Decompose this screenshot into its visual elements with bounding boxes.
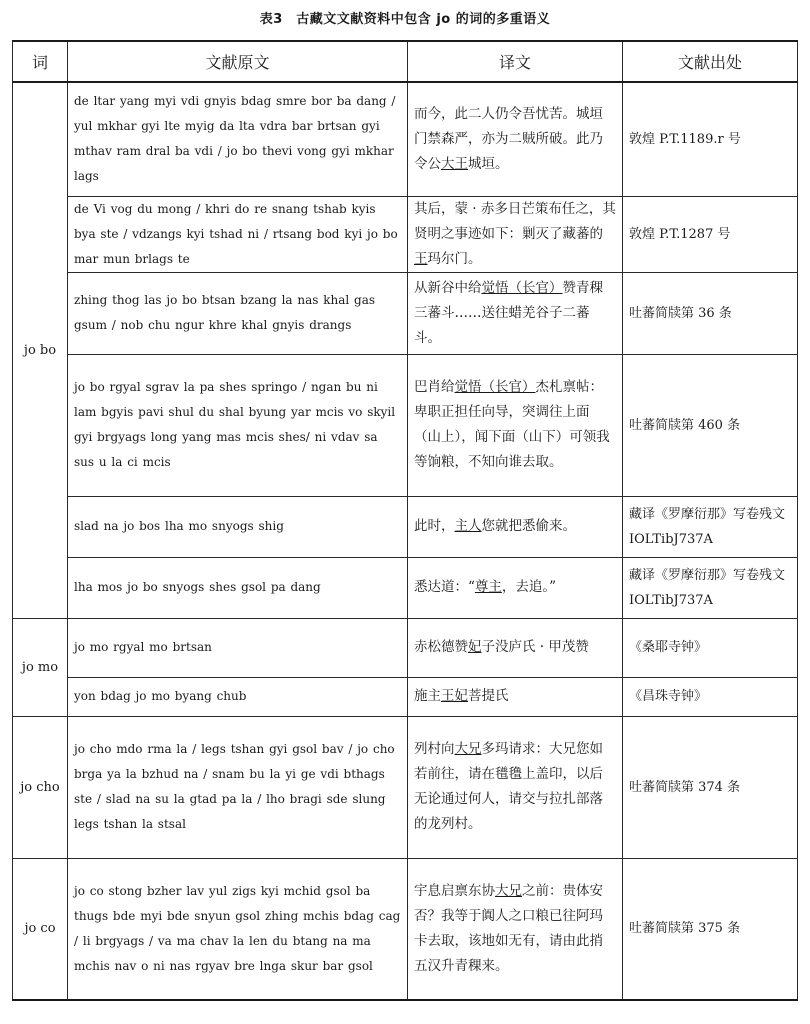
lexicon-table [12, 40, 798, 1001]
highlighted-term: 主人 [454, 518, 482, 534]
translation-text: 此时， [414, 518, 455, 534]
source-cell: 敦煌 P.T.1287 号 [623, 196, 798, 272]
translation-cell [408, 557, 623, 618]
highlighted-term: 觉悟（长官） [481, 279, 563, 296]
original-text-cell: yon bdag jo mo byang chub [68, 677, 408, 716]
translation-text: 从新谷中给 [414, 279, 482, 296]
translation-text: 之前：贵体安否？我等于阗人之口粮已往阿玛卡去取，该地如无有，请由此捎五汉升青稞来。 [414, 882, 603, 974]
source-cell: 藏译《罗摩衍那》写卷残文 IOLTibJ737A [623, 557, 798, 618]
translation-cell [408, 272, 623, 354]
original-text-cell: lha mos jo bo snyogs shes gsol pa dang [68, 557, 408, 618]
translation-text: 您就把悉偷来。 [481, 518, 576, 534]
translation-text: ，去追。” [501, 579, 557, 595]
highlighted-term: 王妃 [441, 688, 468, 704]
table-row [13, 272, 798, 354]
source-cell: 吐蕃简牍第 36 条 [623, 272, 798, 354]
original-text-cell: jo cho mdo rma la / legs tshan gyi gsol bav / jo cho brga ya la bzhud na / snam bu la yi ge vdi bthags ste / slad na su la gtad pa la / lho bragi sde slung legs tshan la stsal [68, 716, 408, 858]
translation-text: 悉达道：“ [414, 579, 475, 595]
highlighted-term: 妃 [468, 639, 482, 655]
translation-text: 宇息启禀东协 [414, 882, 495, 899]
translation-cell [408, 196, 623, 272]
translation-cell [408, 354, 623, 496]
translation-text: 菩提氏 [468, 688, 509, 704]
translation-text: 其后，蒙 · 赤多日芒策布任之，其贤明之事迹如下：剿灭了藏蕃的 [414, 200, 616, 242]
table-row [13, 557, 798, 618]
translation-text: 玛尔门。 [427, 250, 482, 267]
source-cell: 藏译《罗摩衍那》写卷残文 IOLTibJ737A [623, 496, 798, 557]
translation-text: 城垣。 [468, 155, 509, 172]
translation-cell [408, 496, 623, 557]
table-row [13, 677, 798, 716]
translation-text: 巴肖给 [414, 379, 455, 395]
table-row [13, 716, 798, 858]
table-row [13, 618, 798, 677]
translation-cell [408, 677, 623, 716]
original-text-cell: jo bo rgyal sgrav la pa shes springo / ngan bu ni lam bgyis pavi shul du shal byung yar mcis vo skyil gyi brgyags long yang mas mcis shes/ ni vdav sa sus u la ci mcis [68, 354, 408, 496]
word-cell: jo bo [13, 82, 68, 618]
word-cell: jo mo [13, 618, 68, 716]
translation-text: 列村向 [414, 741, 455, 757]
original-text-cell: zhing thog las jo bo btsan bzang la nas khal gas gsum / nob chu ngur khre khal gnyis drangs [68, 272, 408, 354]
highlighted-term: 大兄 [454, 741, 482, 757]
source-cell: 吐蕃简牍第 375 条 [623, 858, 798, 1000]
highlighted-term: 大兄 [495, 882, 522, 899]
header-row [13, 41, 798, 82]
table-row [13, 858, 798, 1000]
word-cell: jo cho [13, 716, 68, 858]
original-text-cell: de ltar yang myi vdi gnyis bdag smre bor ba dang / yul mkhar gyi lte myig da lta vdra bar brtsan gyi mthav ram dral ba vdi / jo bo thevi vong gyi mkhar lags [68, 82, 408, 196]
highlighted-term: 大王 [441, 155, 468, 172]
source-cell: 《昌珠寺钟》 [623, 677, 798, 716]
table-caption: 表3 古藏文文献资料中包含 jo 的词的多重语义 [259, 12, 551, 27]
translation-text: 多玛请求：大兄您如若前往，请在氆氇上盖印，以后无论通过何人，请交与拉扎部落的龙列村。 [414, 741, 603, 832]
original-text-cell: slad na jo bos lha mo snyogs shig [68, 496, 408, 557]
source-cell: 吐蕃简牍第 460 条 [623, 354, 798, 496]
word-cell: jo co [13, 858, 68, 1000]
original-text-cell: jo mo rgyal mo brtsan [68, 618, 408, 677]
table-row [13, 496, 798, 557]
translation-text: 赤松德赞 [414, 639, 468, 655]
translation-cell [408, 716, 623, 858]
translation-cell [408, 858, 623, 1000]
highlighted-term: 尊主 [474, 579, 502, 595]
header-source: 文献出处 [623, 41, 798, 82]
source-cell: 《桑耶寺钟》 [623, 618, 798, 677]
highlighted-term: 觉悟（长官） [454, 379, 536, 395]
translation-text: 杰札禀帖：卑职正担任向导，突调往上面（山上），闻下面（山下）可领我等饷粮，不知向谁去取。 [414, 379, 610, 470]
translation-text: 赞青稞三蕃斗……送往蜡羌谷子二蕃斗。 [414, 279, 603, 346]
translation-cell [408, 82, 623, 196]
translation-text: 施主 [414, 688, 441, 704]
original-text-cell: de Vi vog du mong / khri do re snang tshab kyis bya ste / vdzangs kyi tshad ni / rtsang bod kyi jo bo mar mun brlags te [68, 196, 408, 272]
header-original: 文献原文 [68, 41, 408, 82]
header-word: 词 [13, 41, 68, 82]
table-row [13, 196, 798, 272]
source-cell: 吐蕃简牍第 374 条 [623, 716, 798, 858]
header-translation: 译文 [408, 41, 623, 82]
original-text-cell: jo co stong bzher lav yul zigs kyi mchid gsol ba thugs bde myi bde snyun gsol zhing mchis bdag cag / li brgyags / va ma chav la len du btang na ma mchis nav o ni nas rgyav bre lnga skur bar gsol [68, 858, 408, 1000]
translation-text: 子没庐氏 · 甲茂赞 [481, 639, 589, 655]
translation-cell [408, 618, 623, 677]
table-row [13, 82, 798, 196]
highlighted-term: 王 [414, 250, 428, 267]
source-cell: 敦煌 P.T.1189.r 号 [623, 82, 798, 196]
translation-text: 而今，此二人仍令吾忧苦。城垣门禁森严，亦为二贼所破。此乃令公 [414, 105, 603, 172]
table-row [13, 354, 798, 496]
